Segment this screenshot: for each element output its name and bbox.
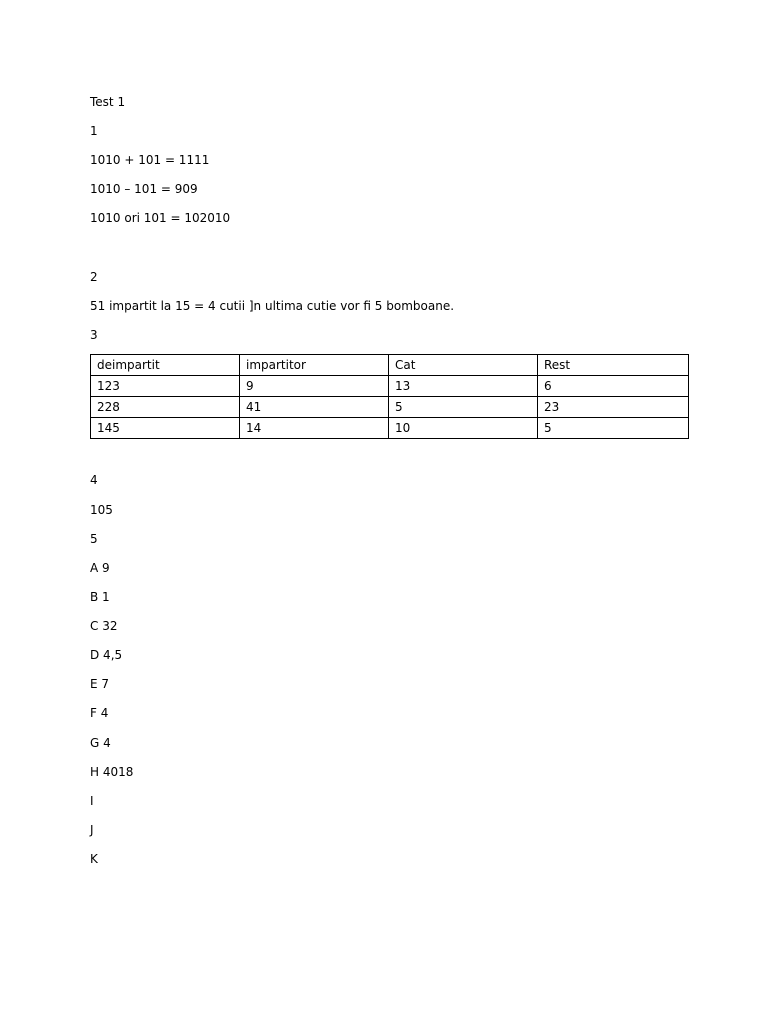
division-table	[90, 354, 689, 439]
question-5-item-g: G 4	[90, 736, 111, 750]
table-row	[91, 418, 689, 439]
table-cell: 6	[538, 376, 689, 397]
question-5-item-j: J	[90, 823, 94, 837]
table-header-cell: Rest	[538, 355, 689, 376]
question-1-number: 1	[90, 124, 98, 138]
question-1-line-1: 1010 + 101 = 1111	[90, 153, 210, 167]
table-cell: 9	[240, 376, 389, 397]
question-5-item-a: A 9	[90, 561, 110, 575]
table-header-cell: deimpartit	[91, 355, 240, 376]
question-5-item-k: K	[90, 852, 98, 866]
question-4-number: 4	[90, 473, 98, 487]
question-4-answer: 105	[90, 503, 113, 517]
question-5-item-c: C 32	[90, 619, 118, 633]
question-1-line-2: 1010 – 101 = 909	[90, 182, 198, 196]
question-5-item-h: H 4018	[90, 765, 134, 779]
table-cell: 123	[91, 376, 240, 397]
question-3-number: 3	[90, 328, 98, 342]
table-row	[91, 397, 689, 418]
question-2-answer: 51 impartit la 15 = 4 cutii ]n ultima cutie vor fi 5 bomboane.	[90, 299, 455, 313]
table-cell: 10	[389, 418, 538, 439]
question-5-item-b: B 1	[90, 590, 110, 604]
question-5-item-e: E 7	[90, 677, 110, 691]
question-5-number: 5	[90, 532, 98, 546]
question-5-item-d: D 4,5	[90, 648, 123, 662]
table-header-cell: Cat	[389, 355, 538, 376]
table-cell: 13	[389, 376, 538, 397]
question-1-line-3: 1010 ori 101 = 102010	[90, 211, 231, 225]
table-header-cell: impartitor	[240, 355, 389, 376]
table-cell: 145	[91, 418, 240, 439]
table-cell: 5	[538, 418, 689, 439]
table-cell: 23	[538, 397, 689, 418]
question-5-item-f: F 4	[90, 706, 109, 720]
table-cell: 41	[240, 397, 389, 418]
question-5-item-i: I	[90, 794, 94, 808]
table-header-row	[91, 355, 689, 376]
table-cell: 228	[91, 397, 240, 418]
table-cell: 5	[389, 397, 538, 418]
question-2-number: 2	[90, 270, 98, 284]
table-row	[91, 376, 689, 397]
document-title: Test 1	[90, 95, 126, 109]
table-cell: 14	[240, 418, 389, 439]
